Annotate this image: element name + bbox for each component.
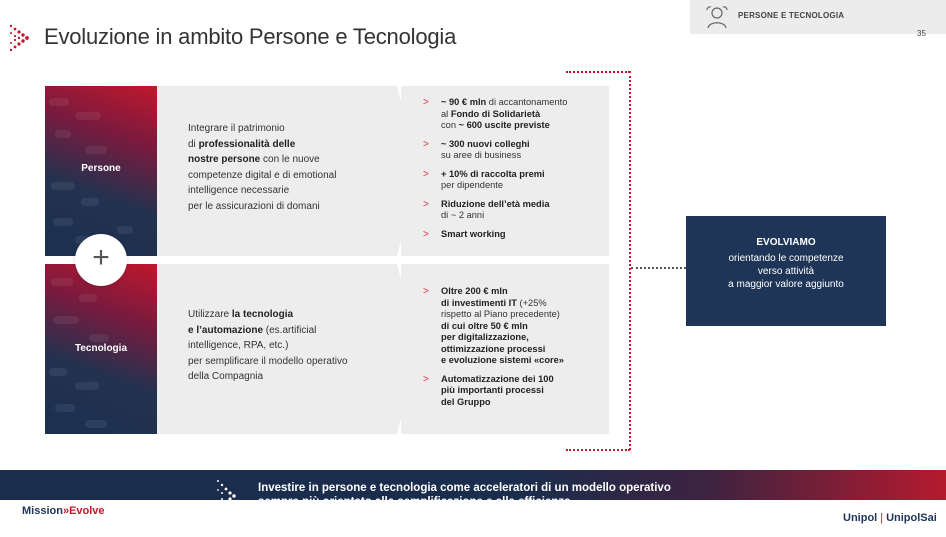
bullet-text xyxy=(441,199,550,222)
bullet-chevron-icon: > xyxy=(423,228,429,240)
text-run: intelligence necessarie xyxy=(188,185,290,196)
text-run: e evoluzione sistemi «core» xyxy=(441,355,564,365)
text-run: per semplificare il modello operativo xyxy=(188,355,348,367)
bullet-chevron-icon: > xyxy=(423,198,429,210)
plus-circle xyxy=(75,234,127,286)
text-run: intelligence, RPA, etc.) xyxy=(188,340,289,351)
connector-middle xyxy=(631,267,686,269)
text-line xyxy=(441,120,567,132)
bullet-chevron-icon: > xyxy=(423,373,429,385)
text-run: Integrare il patrimonio xyxy=(188,123,285,134)
text-run: Fondo di Solidarietà xyxy=(450,108,541,119)
banner-message xyxy=(258,481,671,509)
evolviamo-line: orientando le competenze xyxy=(728,253,844,264)
bullet-text xyxy=(441,97,567,132)
text-line xyxy=(441,169,545,181)
logo-unipol-text: Unipol xyxy=(843,512,878,524)
text-line xyxy=(188,323,348,339)
text-run: di ~ 2 anni xyxy=(441,210,485,220)
text-run: più importanti processi xyxy=(441,385,544,395)
plus-icon: + xyxy=(92,241,110,274)
bullet-text xyxy=(441,374,554,409)
text-line xyxy=(188,183,336,199)
text-run: di xyxy=(188,138,199,150)
text-run: di accantonamento xyxy=(486,97,568,107)
text-run: con xyxy=(441,120,459,130)
text-line xyxy=(441,374,554,386)
text-line xyxy=(188,369,348,385)
evolviamo-title: EVOLVIAMO xyxy=(756,237,816,248)
text-line xyxy=(188,199,336,215)
text-line xyxy=(441,321,564,333)
text-line xyxy=(441,332,564,344)
text-run: professionalità delle xyxy=(198,138,296,150)
text-run: per dipendente xyxy=(441,180,504,190)
card-tecnologia-label-block xyxy=(45,264,157,434)
text-run: ~ 90 € mln xyxy=(441,97,487,107)
text-run: per digitalizzazione, xyxy=(441,332,529,342)
unipol-logo xyxy=(843,512,937,524)
card-persone xyxy=(45,86,397,256)
banner-chevron-icon xyxy=(215,477,243,513)
text-run: Utilizzare xyxy=(188,309,232,320)
text-run: con le nuove xyxy=(260,154,320,165)
text-line xyxy=(188,338,348,354)
text-line xyxy=(441,344,564,356)
text-line xyxy=(441,229,506,241)
text-line xyxy=(188,121,336,137)
text-run: del Gruppo xyxy=(441,396,491,407)
persone-bullets-box xyxy=(401,86,609,256)
section-tab xyxy=(690,0,946,34)
text-run: (+25% xyxy=(516,297,547,308)
text-run: di investimenti IT xyxy=(441,297,517,308)
text-run: Oltre 200 € mln xyxy=(441,286,508,296)
person-tech-icon xyxy=(704,4,730,30)
text-line xyxy=(441,180,545,192)
text-line xyxy=(441,199,550,211)
text-run: Riduzione dell’età media xyxy=(441,198,550,209)
text-line xyxy=(188,152,336,168)
logo-chevron-icon: » xyxy=(62,505,70,517)
logo-unipolsai-text: UnipolSai xyxy=(886,512,937,524)
bullet-text xyxy=(441,229,506,241)
evolviamo-line: verso attività xyxy=(757,266,815,277)
connector-top xyxy=(566,71,630,73)
text-line xyxy=(441,210,550,222)
text-run: ~ 600 uscite previste xyxy=(458,120,550,130)
text-run: al xyxy=(441,108,451,119)
bullet-chevron-icon: > xyxy=(423,286,429,297)
card-tecnologia xyxy=(45,264,397,434)
text-line xyxy=(441,397,554,409)
text-line xyxy=(441,298,564,310)
text-run: (es.artificial xyxy=(263,324,317,336)
bullet-chevron-icon: > xyxy=(423,97,429,108)
text-run: e l’automazione xyxy=(188,324,264,336)
text-run: nostre persone xyxy=(188,154,261,165)
text-run: per le assicurazioni di domani xyxy=(188,200,320,212)
connector-bottom xyxy=(566,449,630,451)
text-line xyxy=(188,168,336,184)
card-persone-label-block xyxy=(45,86,157,256)
banner-line: sempre più orientato alla semplificazione e alla efficienza xyxy=(258,496,571,508)
text-run: competenze digital e di emotional xyxy=(188,169,337,181)
text-line xyxy=(441,355,564,367)
text-run: della Compagnia xyxy=(188,371,264,382)
text-run: ottimizzazione processi xyxy=(441,343,546,354)
text-run: + 10% di raccolta premi xyxy=(441,168,545,179)
text-line xyxy=(188,307,348,323)
card-tecnologia-text xyxy=(188,307,348,385)
tecnologia-bullets-box xyxy=(401,264,609,434)
bullet-text xyxy=(441,286,564,367)
text-run: di cui oltre 50 € mln xyxy=(441,320,528,331)
text-line xyxy=(188,354,348,370)
logo-evolve-text: Evolve xyxy=(69,505,105,517)
text-line xyxy=(188,137,336,153)
connector-right xyxy=(629,71,631,450)
title-chevron-icon xyxy=(8,22,38,54)
text-run: ~ 300 nuovi colleghi xyxy=(441,138,530,149)
bullet-text xyxy=(441,169,545,192)
evolviamo-text xyxy=(686,252,886,291)
card-tecnologia-label: Tecnologia xyxy=(74,343,128,354)
evolviamo-box xyxy=(686,216,886,326)
evolviamo-line: a maggior valore aggiunto xyxy=(728,279,844,290)
bullet-chevron-icon: > xyxy=(423,168,429,180)
page-number: 35 xyxy=(917,29,926,38)
text-line xyxy=(441,150,530,162)
banner-line: Investire in persone e tecnologia come acceleratori di un modello operativo xyxy=(258,482,671,494)
text-run: rispetto al Piano precedente) xyxy=(441,309,560,319)
text-line xyxy=(441,97,567,109)
text-run: su aree di business xyxy=(441,150,522,160)
logo-separator: | xyxy=(880,512,884,524)
text-line xyxy=(441,309,564,321)
page-title: Evoluzione in ambito Persone e Tecnologia xyxy=(44,24,457,49)
text-run: Smart working xyxy=(441,228,506,239)
card-persone-text xyxy=(188,121,336,214)
text-line xyxy=(441,139,530,151)
mission-evolve-logo xyxy=(22,505,105,517)
text-line xyxy=(441,385,554,397)
text-line xyxy=(441,286,564,298)
bullet-text xyxy=(441,139,530,162)
section-label: PERSONE E TECNOLOGIA xyxy=(738,11,845,20)
text-line xyxy=(441,109,567,121)
bullet-chevron-icon: > xyxy=(423,138,429,150)
text-run: Automatizzazione dei 100 xyxy=(441,373,554,384)
logo-mission-text: Mission xyxy=(22,505,63,517)
card-persone-label: Persone xyxy=(81,163,121,174)
text-run: la tecnologia xyxy=(231,309,294,320)
